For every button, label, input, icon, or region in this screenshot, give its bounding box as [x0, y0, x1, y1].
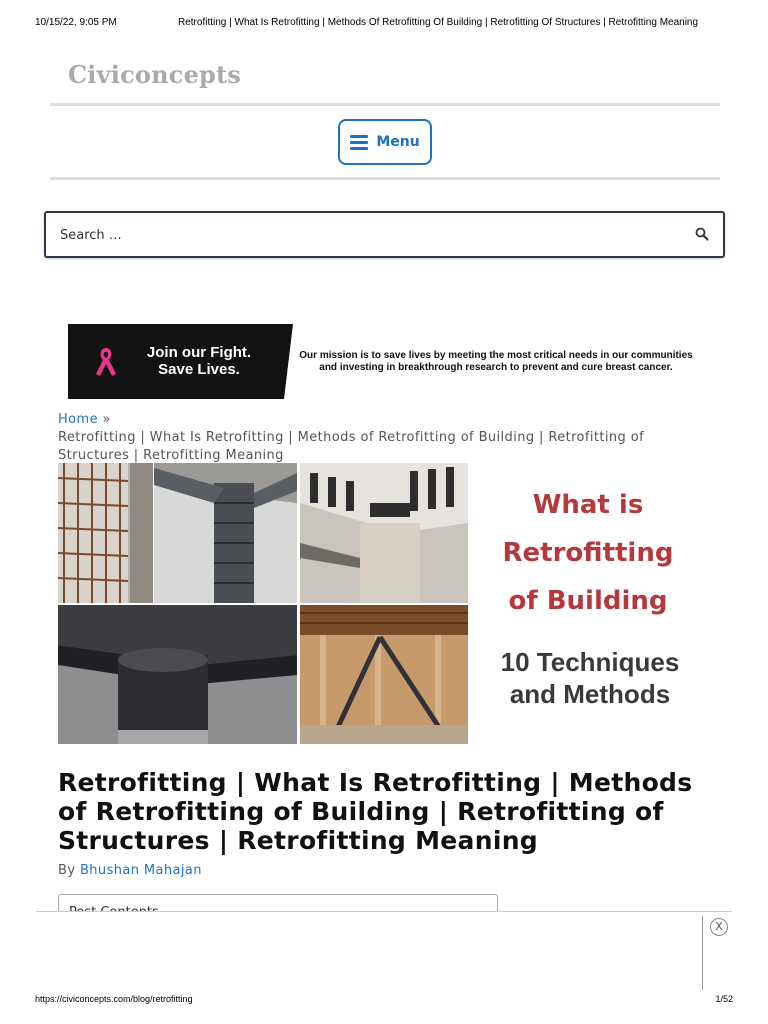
print-timestamp: 10/15/22, 9:05 PM	[35, 17, 117, 28]
breadcrumb-current: Retrofitting | What Is Retrofitting | Methods of Retrofitting of Building | Retrofitting of Structures | Retrofitting Meaning	[58, 430, 645, 463]
print-page-title: Retrofitting | What Is Retrofitting | Methods Of Retrofitting Of Building | Retrofitting Of Structures | Retrofitting Meaning	[178, 17, 699, 28]
featured-image	[58, 463, 704, 744]
hero-heading: What is Retrofitting of Building	[502, 490, 674, 616]
photo-rebar-column	[58, 463, 153, 603]
breadcrumb	[58, 411, 698, 465]
print-page-number: 1/52	[715, 994, 733, 1004]
menu-button-label: Menu	[376, 134, 420, 150]
breadcrumb-separator: »	[102, 412, 111, 427]
photo-frp-wrapping	[300, 463, 468, 603]
menu-button[interactable]	[338, 119, 432, 165]
search-icon[interactable]	[695, 227, 709, 241]
header-divider-bottom	[50, 177, 720, 180]
byline	[58, 863, 202, 878]
pink-ribbon-icon	[92, 346, 120, 378]
photo-steel-base	[58, 605, 297, 744]
post-title: Retrofitting | What Is Retrofitting | Methods of Retrofitting of Building | Retrofitting of Structures | Retrofitting Meaning	[58, 768, 693, 855]
ad-headline: Join our Fight. Save Lives.	[146, 344, 252, 378]
breadcrumb-home-link[interactable]: Home	[58, 412, 98, 427]
print-header	[35, 17, 733, 31]
ad-banner[interactable]	[68, 324, 700, 399]
search-form	[44, 211, 725, 258]
author-link[interactable]: Bhushan Mahajan	[79, 863, 202, 878]
photo-steel-jacket	[154, 463, 297, 603]
ad-body-text: Our mission is to save lives by meeting the most critical needs in our communities and investing in breakthrough research to prevent and cure breast cancer.	[299, 350, 693, 373]
sticky-ad-bar	[36, 911, 732, 991]
site-title[interactable]: Civiconcepts	[68, 60, 242, 89]
ad-divider	[702, 916, 703, 990]
close-ad-button[interactable]: X	[710, 918, 728, 936]
search-input[interactable]	[60, 225, 660, 245]
print-url: https://civiconcepts.com/blog/retrofitting	[35, 994, 193, 1004]
print-footer	[35, 994, 733, 1008]
byline-prefix: By	[58, 863, 76, 878]
hero-subheading: 10 Techniques and Methods	[500, 647, 680, 709]
photo-timber-bracing	[300, 605, 468, 744]
header-divider-top	[50, 103, 720, 106]
hamburger-icon	[350, 135, 368, 150]
